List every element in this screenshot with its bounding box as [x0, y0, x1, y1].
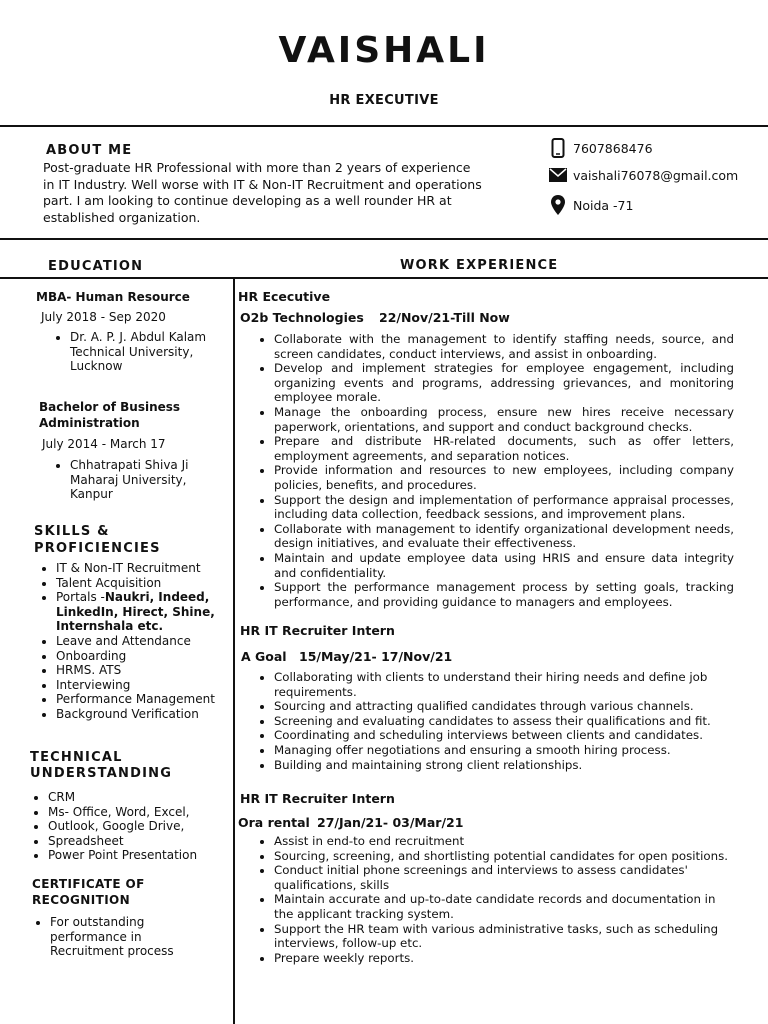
school-name: • Dr. A. P. J. Abdul Kalam Technical University, Lucknow: [70, 330, 210, 374]
technical-list: [30, 790, 238, 863]
phone-icon: [548, 138, 568, 158]
job-bullet: • Maintain and update employee data using HRIS and ensure data integrity and confidentiality.: [274, 551, 734, 580]
technical-heading: TECHNICAL UNDERSTANDING: [30, 750, 173, 781]
skill-item: • IT & Non-IT Recruitment: [56, 561, 236, 576]
email-address: vaishali76078@gmail.com: [573, 167, 739, 183]
job-title: HR IT Recruiter Intern: [240, 623, 395, 638]
job-role: HR EXECUTIVE: [329, 93, 439, 108]
job-dates: 15/May/21- 17/Nov/21: [299, 649, 453, 664]
job-entry: [238, 623, 734, 772]
skill-item: • Talent Acquisition: [56, 576, 236, 591]
job-bullet: • Conduct initial phone screenings and interviews to assess candidates' qualifications, skills: [274, 863, 734, 892]
job-title: HR IT Recruiter Intern: [240, 791, 395, 806]
job-dates: 22/Nov/21-Till Now: [379, 310, 510, 325]
job-bullet: • Collaborating with clients to understand their hiring needs and define job requirements.: [274, 670, 734, 699]
education-heading: EDUCATION: [48, 259, 144, 274]
certificate-list: [32, 915, 200, 959]
skill-item: • Leave and Attendance: [56, 634, 236, 649]
job-entry: [238, 289, 734, 609]
skills-heading: SKILLS & PROFICIENCIES: [34, 524, 161, 556]
job-company: Ora rental: [238, 815, 310, 830]
skill-item: • Interviewing: [56, 678, 236, 693]
about-divider: [0, 238, 768, 240]
education-entry: [30, 399, 230, 502]
degree-title: Bachelor of Business Administration: [39, 400, 181, 430]
section-divider: [0, 277, 768, 279]
education-entry: [30, 290, 230, 374]
technical-item: • CRM: [48, 790, 238, 805]
certificate-item: • For outstanding performance in Recruitment process: [50, 915, 200, 959]
skill-item: • HRMS. ATS: [56, 663, 236, 678]
school-name: • Chhatrapati Shiva Ji Maharaj University, Kanpur: [70, 458, 210, 502]
job-bullet: • Prepare and distribute HR-related documents, such as offer letters, employment agreements, and separation notices.: [274, 434, 734, 463]
mail-icon: [548, 165, 568, 185]
portals-list: Naukri, Indeed, LinkedIn, Hirect, Shine, Internshala etc.: [56, 590, 215, 634]
job-bullet: • Sourcing, screening, and shortlisting potential candidates for open positions.: [274, 849, 734, 864]
location-text: Noida -71: [573, 197, 634, 213]
job-bullet: • Collaborate with the management to identify staffing needs, source, and screen candidates, conduct interviews, and assist in onboarding.: [274, 332, 734, 361]
skill-item-portals: [56, 590, 236, 634]
job-bullet: • Develop and implement strategies for employee engagement, including organizing events and programs, addressing grievances, and monitoring employee morale.: [274, 361, 734, 405]
job-company: O2b Technologies: [240, 310, 364, 325]
technical-item: • Outlook, Google Drive,: [48, 819, 238, 834]
candidate-name: VAISHALI: [278, 30, 490, 71]
contact-email: [548, 165, 738, 185]
job-bullet: • Support the design and implementation of performance appraisal processes, including data collection, feedback sessions, and improvement plans.: [274, 493, 734, 522]
skills-list: [38, 561, 236, 722]
technical-item: • Spreadsheet: [48, 834, 238, 849]
job-bullet: • Support the HR team with various administrative tasks, such as scheduling interviews, follow-up etc.: [274, 922, 734, 951]
job-bullet: • Screening and evaluating candidates to assess their qualifications and fit.: [274, 714, 734, 729]
about-text: Post-graduate HR Professional with more than 2 years of experience in IT Industry. Well worse with IT & Non-IT Recruitment and operations part. I am looking to continue developing as a well rounder HR at established organization.: [43, 160, 482, 225]
job-bullet: • Maintain accurate and up-to-date candidate records and documentation in the applicant tracking system.: [274, 892, 734, 921]
job-company: A Goal: [241, 649, 287, 664]
job-bullet: • Prepare weekly reports.: [274, 951, 734, 966]
job-bullet: • Support the performance management process by setting goals, tracking performance, and providing guidance to managers and employees.: [274, 580, 734, 609]
degree-title: MBA- Human Resource: [36, 290, 190, 304]
job-bullet: • Managing offer negotiations and ensuring a smooth hiring process.: [274, 743, 734, 758]
contact-phone: [548, 138, 653, 158]
certificate-heading: CERTIFICATE OF RECOGNITION: [32, 877, 145, 907]
job-bullet: • Provide information and resources to new employees, including company policies, benefits, and procedures.: [274, 463, 734, 492]
skill-item: • Performance Management: [56, 692, 236, 707]
job-bullet: • Sourcing and attracting qualified candidates through various channels.: [274, 699, 734, 714]
about-heading: ABOUT ME: [46, 143, 133, 158]
job-title: HR Ececutive: [238, 289, 331, 304]
job-bullet: • Manage the onboarding process, ensure new hires receive necessary paperwork, orientations, and support and conduct background checks.: [274, 405, 734, 434]
job-bullet: • Collaborate with management to identify organizational development needs, design initiatives, and evaluate their effectiveness.: [274, 522, 734, 551]
job-dates: 27/Jan/21- 03/Mar/21: [317, 815, 464, 830]
technical-item: • Power Point Presentation: [48, 848, 238, 863]
job-bullet: • Building and maintaining strong client relationships.: [274, 758, 734, 773]
contact-location: [548, 195, 633, 215]
skill-item: • Background Verification: [56, 707, 236, 722]
degree-dates: July 2018 - Sep 2020: [41, 310, 166, 324]
location-pin-icon: [548, 195, 568, 215]
header-divider: [0, 125, 768, 127]
technical-item: • Ms- Office, Word, Excel,: [48, 805, 238, 820]
job-entry: [238, 791, 734, 965]
portals-prefix: Portals -: [56, 590, 105, 605]
job-bullet: • Assist in end-to end recruitment: [274, 834, 734, 849]
job-bullet: • Coordinating and scheduling interviews between clients and candidates.: [274, 728, 734, 743]
skill-item: • Onboarding: [56, 649, 236, 664]
degree-dates: July 2014 - March 17: [42, 437, 166, 451]
work-heading: WORK EXPERIENCE: [400, 258, 559, 273]
phone-number: 7607868476: [573, 140, 653, 156]
